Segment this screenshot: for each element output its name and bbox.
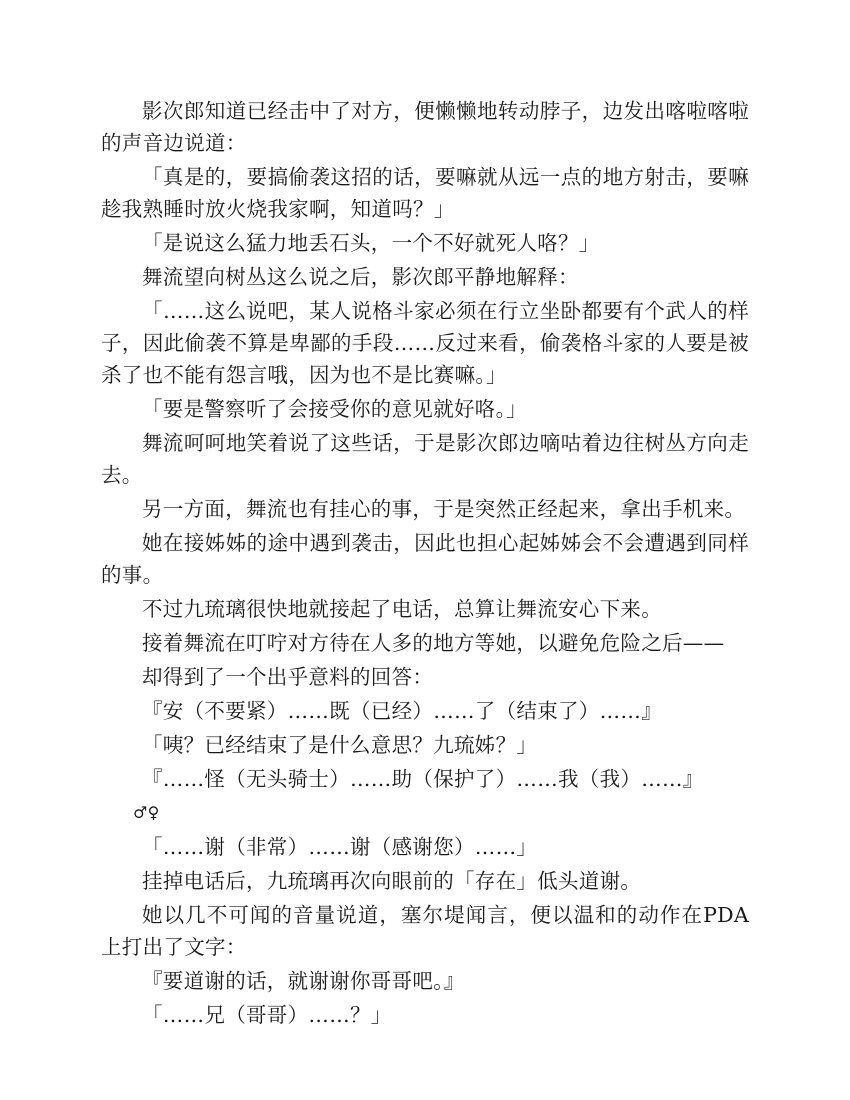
paragraph-18: 挂掉电话后，九琉璃再次向眼前的「存在」低头道谢。 bbox=[142, 869, 642, 893]
scene-break-symbol: ♂♀ bbox=[133, 803, 160, 822]
paragraph-10: 不过九琉璃很快地就接起了电话，总算让舞流安心下来。 bbox=[142, 597, 662, 621]
paragraph-20: 『要道谢的话，就谢谢你哥哥吧。』 bbox=[142, 969, 465, 993]
paragraph-14: 「咦？已经结束了是什么意思？九琉姊？」 bbox=[142, 733, 538, 757]
document-page bbox=[101, 95, 749, 1033]
paragraph-17: 「……谢（非常）……谢（感谢您）……」 bbox=[142, 835, 538, 859]
paragraph-11: 接着舞流在叮咛对方待在人多的地方等她，以避免危险之后—— bbox=[142, 631, 725, 655]
paragraph-9: 她在接姊姊的途中遇到袭击，因此也担心起姊姊会不会遭遇到同样的事。 bbox=[101, 531, 749, 587]
paragraph-5: 「……这么说吧，某人说格斗家必须在行立坐卧都要有个武人的样子，因此偷袭不算是卑鄙的手段……反过来看，偷袭格斗家的人要是被杀了也不能有怨言哦，因为也不是比赛嘛。」 bbox=[101, 299, 749, 387]
paragraph-12: 却得到了一个出乎意料的回答： bbox=[142, 665, 434, 689]
paragraph-6: 「要是警察听了会接受你的意见就好咯。」 bbox=[142, 397, 527, 421]
paragraph-15: 『……怪（无头骑士）……助（保护了）……我（我）……』 bbox=[142, 767, 704, 791]
paragraph-4: 舞流望向树丛这么说之后，影次郎平静地解释： bbox=[142, 265, 579, 289]
paragraph-7: 舞流呵呵地笑着说了这些话，于是影次郎边嘀咕着边往树丛方向走去。 bbox=[101, 431, 749, 487]
paragraph-8: 另一方面，舞流也有挂心的事，于是突然正经起来，拿出手机来。 bbox=[142, 497, 746, 521]
paragraph-19: 她以几不可闻的音量说道，塞尔堤闻言，便以温和的动作在PDA上打出了文字： bbox=[101, 903, 749, 959]
paragraph-3: 「是说这么猛力地丢石头，一个不好就死人咯？」 bbox=[142, 231, 600, 255]
paragraph-13: 『安（不要紧）……既（已经）……了（结束了）……』 bbox=[142, 699, 662, 723]
paragraph-2: 「真是的，要搞偷袭这招的话，要嘛就从远一点的地方射击，要嘛趁我熟睡时放火烧我家啊，知道吗？」 bbox=[101, 165, 749, 221]
paragraph-1: 影次郎知道已经击中了对方，便懒懒地转动脖子，边发出喀啦喀啦的声音边说道： bbox=[101, 99, 749, 155]
paragraph-21: 「……兄（哥哥）……？」 bbox=[142, 1003, 392, 1027]
